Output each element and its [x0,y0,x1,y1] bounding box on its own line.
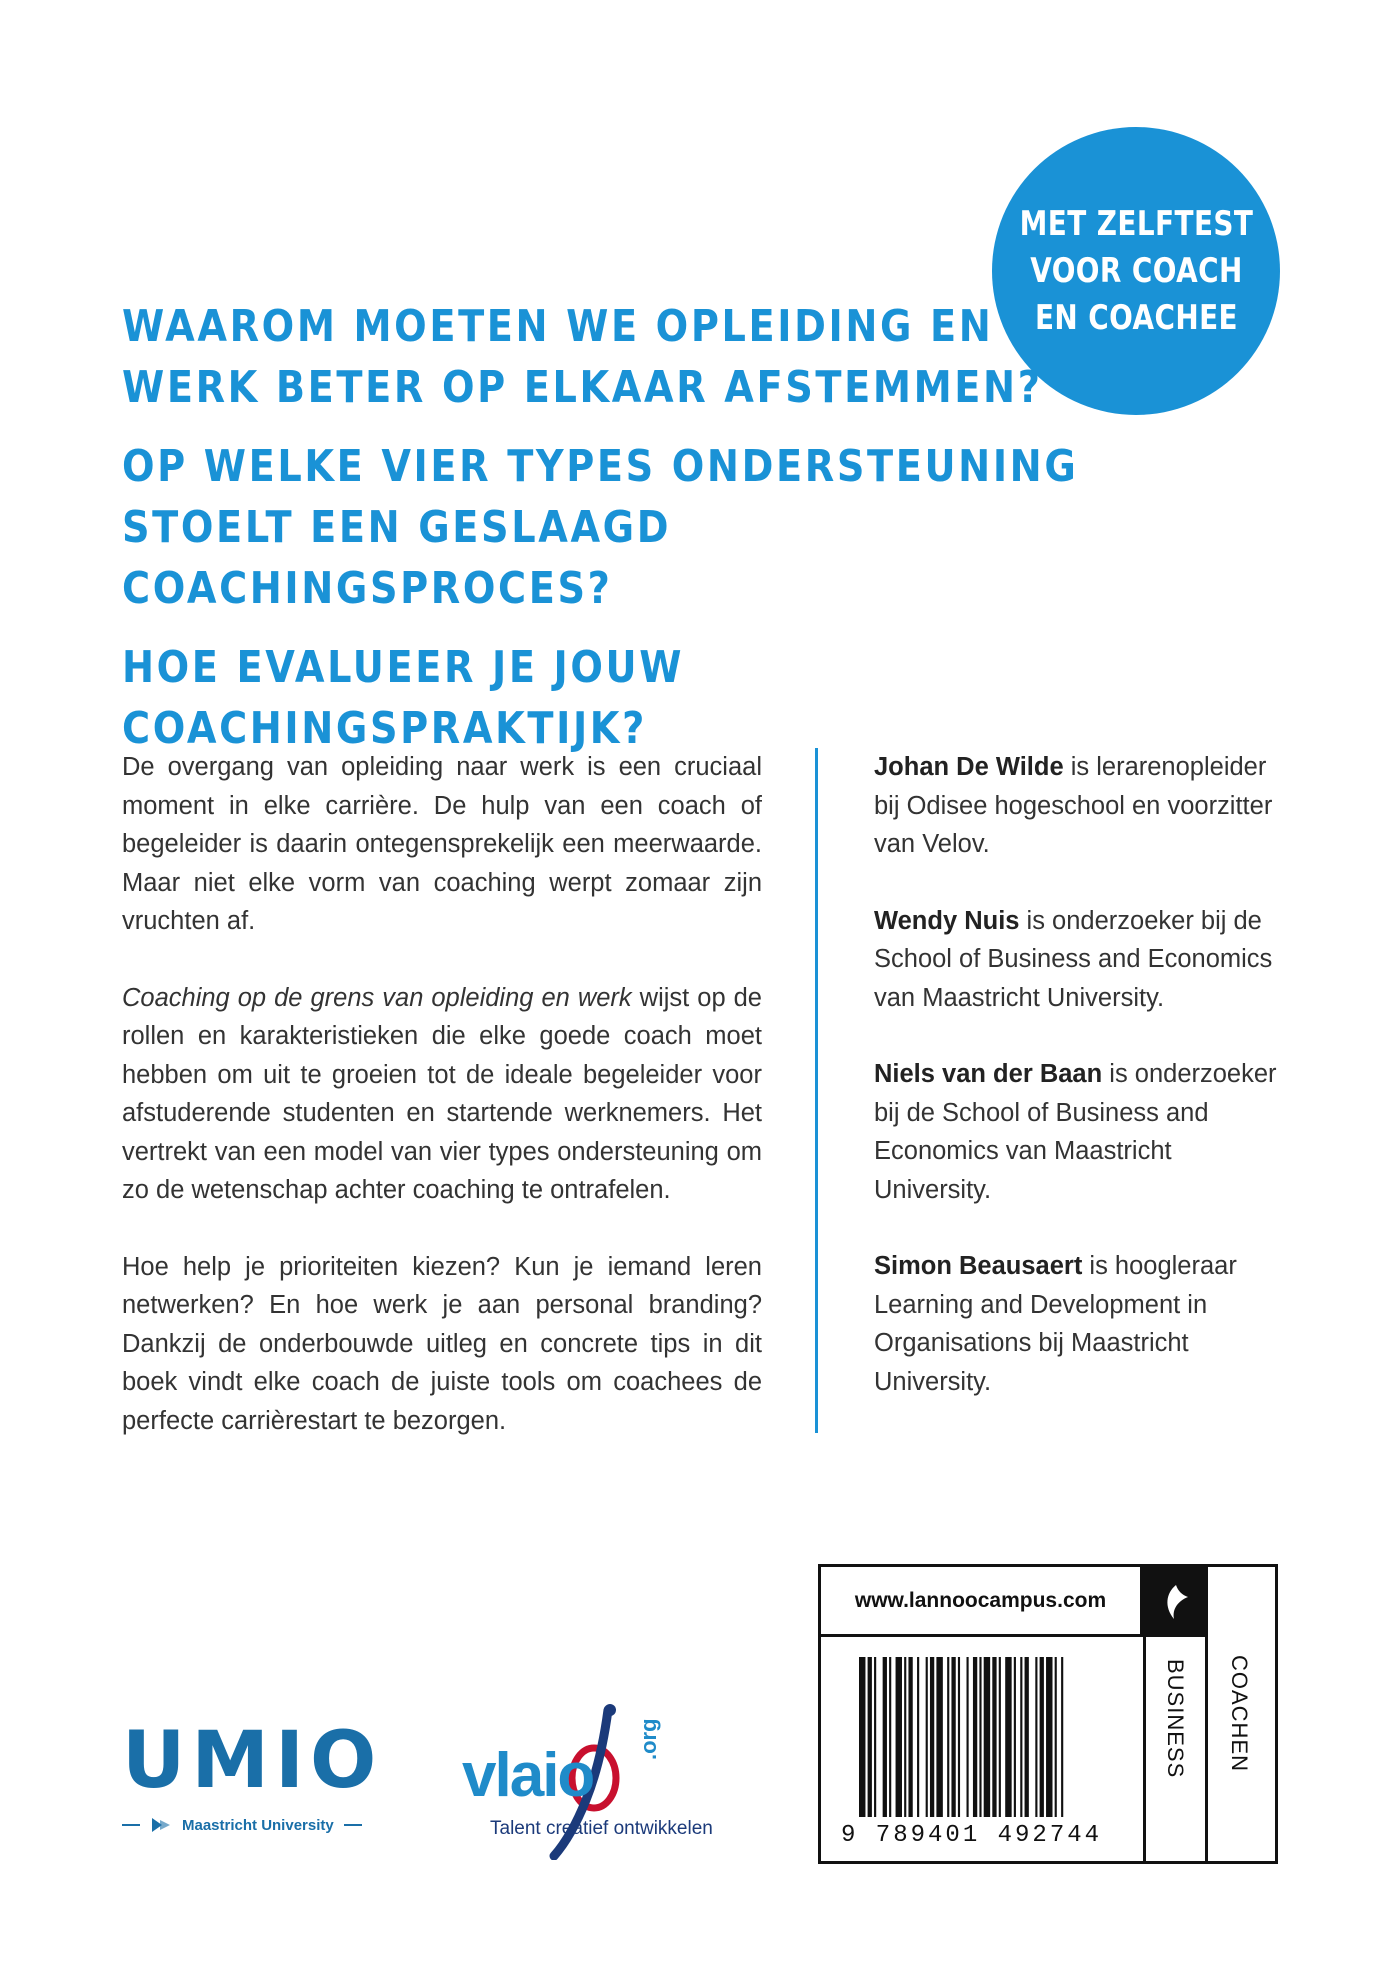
vlaio-wordmark: vlaio [462,1741,594,1810]
barcode-bar [896,1657,902,1817]
barcode-bar [1025,1657,1029,1817]
barcode-bar [984,1657,990,1817]
barcode-bar [1020,1657,1022,1817]
barcode-bar [874,1657,876,1817]
blurb-paragraph-3: Hoe help je prioriteiten kiezen? Kun je iemand leren netwerken? En hoe werk je aan personal branding? Dankzij de onderbouwde uitleg en concrete tips in dit boek vindt elke coach de juiste tools om coachees de perfecte carrièrestart te bezorgen. [122,1252,762,1435]
author-name: Johan De Wilde [874,753,1064,781]
question-1: WAAROM MOETEN WE OPLEIDING EN WERK BETER OP ELKAAR AFSTEMMEN? [122,301,1043,413]
author-description: is lerarenopleider bij Odisee hogeschool en voorzitter van Velov. [874,753,1273,858]
barcode-bar [1005,1657,1011,1817]
category-column-coachen [1208,1567,1275,1864]
barcode-bar [1014,1657,1016,1817]
lannoo-leaf-icon [1160,1583,1192,1621]
blurb-paragraph-2-rest: wijst op de rollen en karakteristieken die elke goede coach moet hebben om uit te groeien tot de ideale begeleider voor afstuderende studenten en startende werknemers. Het vertrekt van een model van vier types ondersteuning om zo de wetenschap achter coaching te ontrafelen. [122,983,762,1204]
author-description: is onderzoeker bij de School of Business and Economics van Maastricht University. [874,906,1273,1012]
vlaio-logo [458,1700,738,1860]
vlaio-domain-suffix: .org [636,1718,661,1760]
umio-wordmark [122,1716,402,1806]
publisher-logo [1143,1567,1208,1637]
barcode-bar [930,1657,934,1817]
barcode-bars [859,1657,1121,1817]
question-2: OP WELKE VIER TYPES ONDERSTEUNING STOELT EEN GESLAAGD COACHINGSPROCES? [122,441,1079,614]
category-coachen: COACHEN [1227,1655,1252,1773]
vlaio-tagline: Talent creatief ontwikkelen [490,1818,713,1839]
barcode-bar [947,1657,949,1817]
umio-logo [122,1716,402,1842]
question-3: HOE EVALUEER JE JOUW COACHINGSPRAKTIJK? [122,642,685,754]
maastricht-flame-icon [150,1816,172,1834]
barcode-bar [936,1657,942,1817]
barcode-bar [889,1657,891,1817]
author-bio [874,748,1294,864]
barcode-bar [973,1657,977,1817]
author-description: is hoogleraar Learning and Development in Organisations bij Maastricht University. [874,1252,1237,1396]
questions-block [122,296,1102,759]
blurb-column [122,748,762,1440]
barcode-bar [967,1657,969,1817]
authors-column [874,748,1294,1439]
dash-icon [122,1824,140,1826]
author-name: Niels van der Baan [874,1060,1103,1088]
barcode-bar [1040,1657,1044,1817]
blurb-paragraph-2 [122,979,762,1210]
barcode-bar [1035,1657,1037,1817]
author-bio [874,1247,1294,1401]
umio-letters: UMIO [122,1716,383,1806]
barcode-bar [1046,1657,1052,1817]
barcode-bar [926,1657,928,1817]
category-column-business [1143,1637,1208,1864]
barcode-bar [883,1657,887,1817]
isbn-number: 9 789401 492744 [841,1822,1103,1849]
umio-subtitle: Maastricht University [182,1816,334,1834]
barcode-bar [979,1657,981,1817]
book-title-italic: Coaching op de grens van opleiding en werk [122,983,632,1012]
barcode-bar [868,1657,872,1817]
barcode-bar [904,1657,906,1817]
badge-text: MET ZELFTEST VOOR COACH EN COACHEE [1019,203,1253,338]
barcode-bar [1061,1657,1063,1817]
author-name: Wendy Nuis [874,906,1020,935]
barcode-bar [992,1657,996,1817]
dash-icon [344,1824,362,1826]
barcode-bar [1055,1657,1057,1817]
author-bio [874,902,1294,1018]
barcode-bar [951,1657,955,1817]
publisher-url: www.lannoocampus.com [821,1567,1143,1637]
barcode-bar [908,1657,912,1817]
barcode-bar [999,1657,1001,1817]
barcode-bar [958,1657,960,1817]
umio-subtitle-row [122,1816,402,1834]
blurb-paragraph-1: De overgang van opleiding naar werk is een cruciaal moment in elke carrière. De hulp van een coach of begeleider is daarin ontegensprekelijk een meerwaarde. Maar niet elke vorm van coaching werpt zomaar zijn vruchten af. [122,753,762,935]
author-description: is onderzoeker bij de School of Business and Economics van Maastricht University. [874,1060,1277,1204]
author-bio [874,1055,1294,1209]
barcode-bar [917,1657,919,1817]
category-business: BUSINESS [1163,1659,1188,1779]
barcode-panel [818,1564,1278,1864]
barcode-bar [859,1657,865,1817]
column-divider [815,748,818,1433]
author-name: Simon Beausaert [874,1252,1083,1280]
